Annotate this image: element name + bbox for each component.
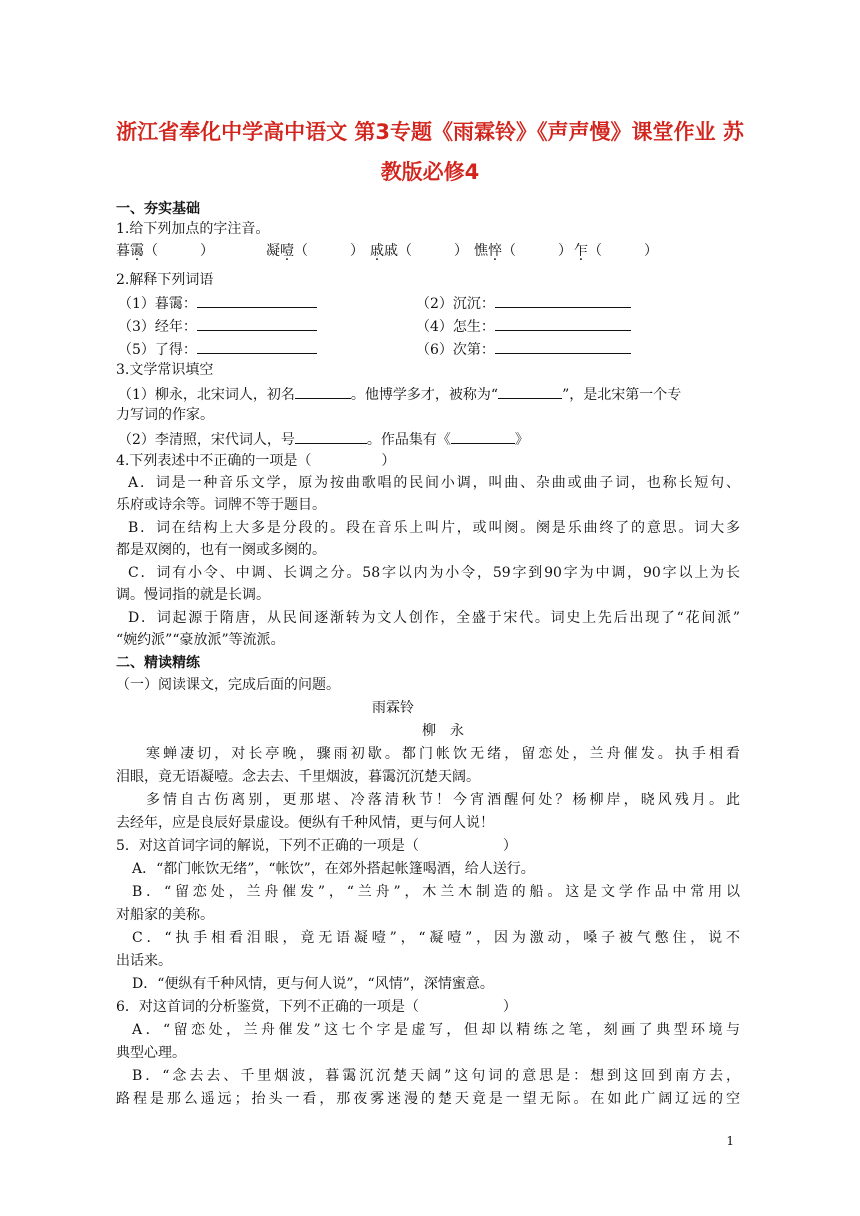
answer-blank xyxy=(197,293,317,308)
q6-option-b-line-1: B．“念去去、千里烟波，暮霭沉沉楚天阔”这句词的意思是：想到这回到南方去， xyxy=(132,1068,740,1084)
answer-blank xyxy=(495,316,631,331)
answer-blank xyxy=(495,339,631,354)
q1-item-2: 凝噎（ ） xyxy=(266,243,364,259)
q5-prompt: 5．对这首词字词的解说，下列不正确的一项是（ ） xyxy=(116,838,517,854)
q1-item-3: 戚戚（ ） xyxy=(370,243,468,259)
document-title-line-1: 浙江省奉化中学高中语文 第3专题《雨霖铃》《声声慢》课堂作业 苏 xyxy=(116,120,744,144)
q6-prompt: 6．对这首词的分析鉴赏，下列不正确的一项是（ ） xyxy=(116,999,517,1015)
q6-option-b-line-2: 路程是那么遥远；抬头一看，那夜雾迷漫的楚天竟是一望无际。在如此广阔辽远的空 xyxy=(116,1091,740,1107)
q4-option-c-line-1: C．词有小令、中调、长调之分。58字以内为小令，59字到90字为中调，90字以上为长 xyxy=(128,565,740,581)
section-heading-1: 一、夯实基础 xyxy=(116,201,200,217)
q6-option-a-line-2: 典型心理。 xyxy=(116,1045,186,1061)
document-title-line-2: 教版必修4 xyxy=(380,160,480,184)
q4-option-d-line-1: D．词起源于隋唐，从民间逐渐转为文人创作，全盛于宋代。词史上先后出现了“花间派” xyxy=(128,610,740,626)
poem-stanza-2-line-2: 去经年，应是良辰好景虚设。便纵有千种风情，更与何人说！ xyxy=(116,815,494,831)
q1-item-4: 憔悴（ ） xyxy=(474,243,572,259)
q4-option-a-line-2: 乐府或诗余等。词牌不等于题目。 xyxy=(116,497,326,513)
q2-item-3: （3）经年： xyxy=(118,316,317,336)
q5-option-c-line-1: C．“执手相看泪眼，竟无语凝噎”，“凝噎”，因为激动，嗓子被气憋住，说不 xyxy=(132,930,740,946)
poem-author: 柳 永 xyxy=(422,723,464,739)
q4-option-c-line-2: 调。慢词指的就是长调。 xyxy=(116,587,270,603)
q4-prompt: 4.下列表述中不正确的一项是（ ） xyxy=(116,453,396,469)
poem-stanza-1-line-1: 寒蝉凄切，对长亭晚，骤雨初歇。都门帐饮无绪，留恋处，兰舟催发。执手相看 xyxy=(146,746,740,762)
q5-option-b-line-2: 对船家的美称。 xyxy=(116,907,214,923)
q3-line-1: （1）柳永，北宋词人，初名 。他博学多才，被称为“ ”，是北宋第一个专 xyxy=(118,384,681,404)
q3-line-2: （2）李清照，宋代词人，号 。作品集有《 》 xyxy=(118,429,529,449)
answer-blank xyxy=(197,316,317,331)
q1-item-1: 暮霭（ ） xyxy=(116,243,214,259)
q5-option-d: D．“便纵有千种风情，更与何人说”，“风情”，深情蜜意。 xyxy=(132,976,494,992)
q2-item-4: （4）怎生： xyxy=(416,316,631,336)
page-number: 1 xyxy=(726,1134,734,1148)
dotted-char: 噎 xyxy=(280,243,294,259)
answer-blank xyxy=(495,293,631,308)
q3-prompt: 3.文学常识填空 xyxy=(116,362,214,378)
q2-item-5: （5）了得： xyxy=(118,339,317,359)
q2-item-2: （2）沉沉： xyxy=(416,293,631,313)
q1-item-5: 乍（ ） xyxy=(574,243,658,259)
q5-option-a: A．“都门帐饮无绪”，“帐饮”，在郊外搭起帐篷喝酒，给人送行。 xyxy=(132,861,535,877)
q2-item-6: （6）次第： xyxy=(416,339,631,359)
q5-option-b-line-1: B．“留恋处，兰舟催发”，“兰舟”，木兰木制造的船。这是文学作品中常用以 xyxy=(132,884,740,900)
answer-blank xyxy=(498,384,562,399)
q3-line-1-cont: 力写词的作家。 xyxy=(116,407,214,423)
reading-intro: （一）阅读课文，完成后面的问题。 xyxy=(116,677,340,693)
q4-option-b-line-2: 都是双阕的，也有一阕或多阕的。 xyxy=(116,542,326,558)
q2-item-1: （1）暮霭： xyxy=(118,293,317,313)
q6-option-a-line-1: A．“留恋处，兰舟催发”这七个字是虚写，但却以精练之笔，刻画了典型环境与 xyxy=(132,1022,740,1038)
q4-option-d-line-2: “婉约派”“豪放派”等流派。 xyxy=(116,632,285,648)
dotted-char: 乍 xyxy=(574,243,588,259)
poem-stanza-2-line-1: 多情自古伤离别，更那堪、冷落清秋节！今宵酒醒何处？杨柳岸，晓风残月。此 xyxy=(146,792,740,808)
answer-blank xyxy=(295,429,367,444)
poem-title: 雨霖铃 xyxy=(372,700,414,716)
dotted-char: 悴 xyxy=(488,243,502,259)
dotted-char: 戚 xyxy=(370,243,384,259)
answer-blank xyxy=(295,384,351,399)
section-heading-2: 二、精读精练 xyxy=(116,655,200,671)
q4-option-a-line-1: A．词是一种音乐文学，原为按曲歌唱的民间小调，叫曲、杂曲或曲子词，也称长短句、 xyxy=(128,475,740,491)
answer-blank xyxy=(197,339,317,354)
poem-stanza-1-line-2: 泪眼，竟无语凝噎。念去去、千里烟波，暮霭沉沉楚天阔。 xyxy=(116,769,480,785)
dotted-char: 霭 xyxy=(130,243,144,259)
q1-prompt: 1.给下列加点的字注音。 xyxy=(116,221,270,237)
q2-prompt: 2.解释下列词语 xyxy=(116,272,214,288)
q4-option-b-line-1: B．词在结构上大多是分段的。段在音乐上叫片，或叫阕。阕是乐曲终了的意思。词大多 xyxy=(128,520,740,536)
answer-blank xyxy=(451,429,515,444)
q5-option-c-line-2: 出话来。 xyxy=(116,953,172,969)
